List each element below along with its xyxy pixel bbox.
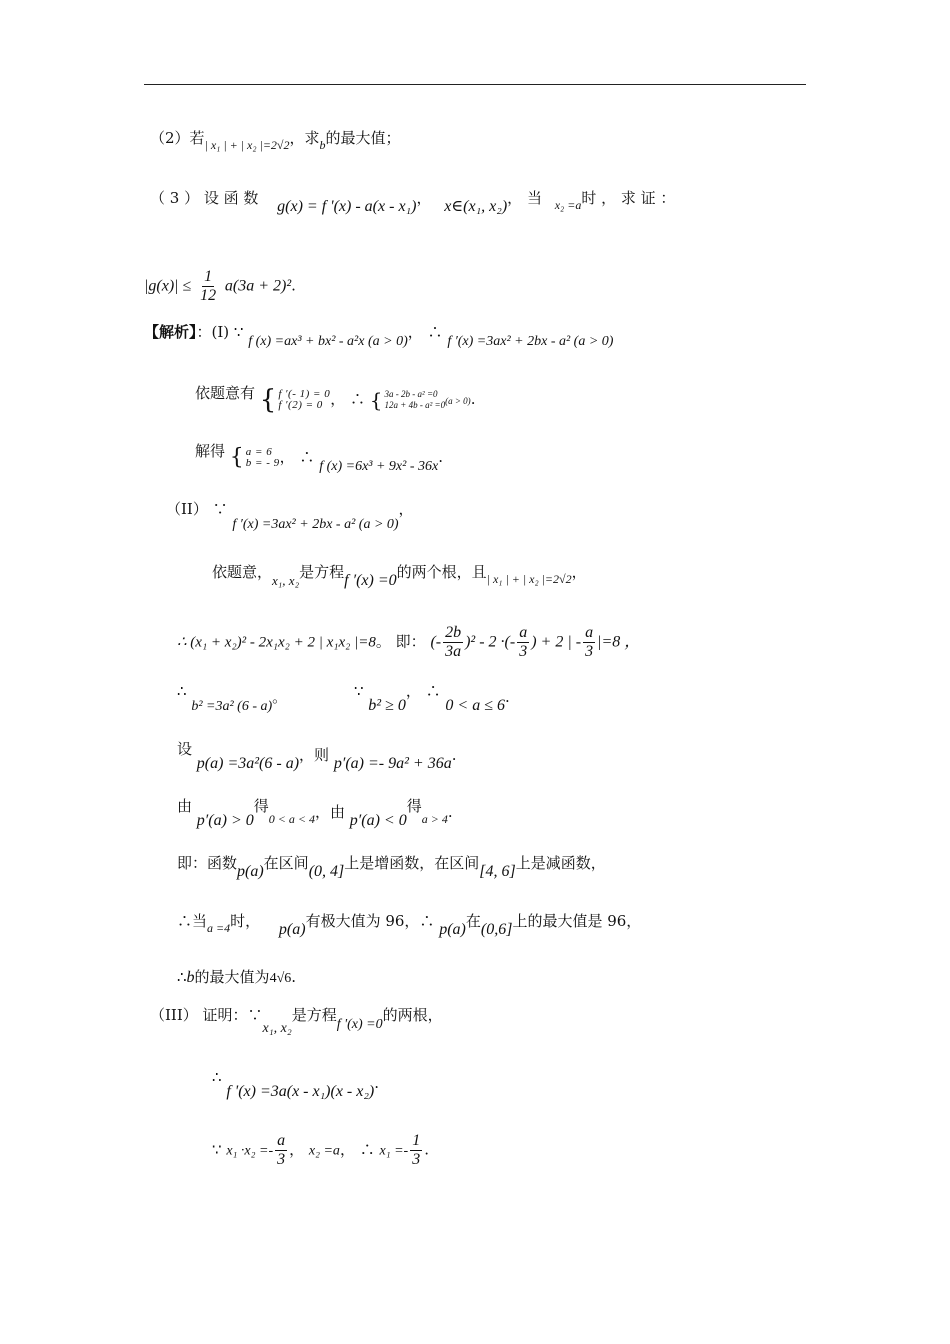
ii-text: 。 [272, 688, 288, 706]
solution-ii-line-2 [177, 624, 640, 661]
fraction-numerator: 2b [445, 624, 462, 641]
solution-i-condition-line [195, 382, 476, 415]
fraction-1-3 [410, 1132, 422, 1169]
ii-text: . [451, 746, 457, 764]
result-therefore: ， ∴ [279, 448, 315, 466]
system-row: b = - 9 [245, 457, 280, 469]
iii-text: . [424, 1140, 429, 1159]
ii-expr: 4√6 [269, 971, 292, 986]
ii-text: 依题意， [212, 563, 273, 581]
condition-therefore: ， ∴ [330, 390, 365, 408]
fraction-numerator: 1 [204, 268, 213, 285]
part-3-tail: 时 ， 求 证 ： [581, 189, 676, 207]
fraction-numerator: a [519, 624, 528, 641]
ii-text: ∴ [177, 968, 187, 986]
iii-text: . [374, 1074, 380, 1092]
iii-expr: f '(x) =3a(x - x₁)(x - x₂) [226, 1083, 375, 1100]
part-2-condition: | x₁ | + | x₂ |=2√2 [204, 138, 290, 152]
brace-icon: { [259, 385, 277, 415]
part-3-domain: x∈(x₁, x₂) [444, 198, 508, 215]
result-system [230, 447, 280, 469]
iii-roots: x₁, x₂ [262, 1021, 292, 1036]
part-2-label: （2）若 [150, 129, 205, 147]
solution-i-derivative: f ′(x) =3ax² + 2bx - a² (a > 0) [447, 334, 614, 349]
ii-text: 即：函数 [177, 854, 238, 872]
condition-tail: (a > 0) [445, 396, 471, 406]
solution-heading: 【解析】 [144, 323, 197, 341]
result-label: 解得 [195, 442, 226, 460]
ii-expr: [4, 6] [479, 863, 516, 880]
fraction-numerator: a [585, 624, 594, 641]
condition-label: 依题意有 [195, 384, 256, 402]
solution-i-line [144, 321, 613, 353]
solution-ii-line-1 [212, 561, 587, 592]
ii-equation: f ′(x) =0 [344, 572, 397, 589]
part-2-tail: 的最大值； [325, 129, 401, 147]
ii-text: 得 [253, 797, 269, 815]
ii-text: 上的最大值是 96， [512, 912, 642, 930]
ii-text: . [505, 688, 510, 706]
part-3-when: ， 当 [507, 189, 542, 207]
ii-expr: p(a) [278, 921, 306, 938]
ii-identity: ∴ (x₁ + x₂)² - 2x₁x₂ + 2 | x₁x₂ |=8 [177, 634, 376, 651]
system-row: f ′(2) = 0 [278, 399, 323, 411]
iii-text: ∵ [212, 1140, 222, 1159]
ii-text: 。 即： [375, 632, 426, 651]
ii-text: 设 [177, 740, 193, 758]
part-3-inequality [144, 268, 296, 305]
ii-text: ， ∴ [405, 682, 441, 700]
ii-text: ，则 [299, 746, 330, 764]
ii-text: ∴ [177, 682, 187, 700]
ii-expr: p(a) =3a²(6 - a) [196, 755, 300, 772]
solution-i-therefore: ， ∴ [407, 323, 443, 341]
iii-expr: x₂ =a [308, 1143, 340, 1159]
ii-expr: )² - 2 ·(- [465, 633, 516, 651]
solution-iii-label: （III） 证明：∵ [150, 1006, 263, 1024]
header-rule [144, 84, 806, 85]
solution-i-result-line [195, 440, 443, 478]
brace-icon: { [229, 445, 244, 470]
fraction-denominator: 12 [200, 287, 217, 304]
iii-text: 是方程 [291, 1006, 337, 1024]
system-row: 3a - 2b - a² =0 [384, 389, 438, 399]
ii-text: ，由 [314, 803, 345, 821]
part-3-line [150, 187, 675, 218]
iii-expr: x₁ ·x₂ =- [226, 1143, 274, 1159]
ii-expr: a =4 [207, 921, 231, 935]
solution-ii-line-8 [177, 966, 296, 990]
ii-text: 上是减函数， [515, 854, 606, 872]
part-3-condition: x₂ =a [554, 198, 582, 212]
ii-expr: p(a) [439, 921, 466, 938]
condition-end: . [470, 390, 476, 408]
ii-text: 上是增函数，在区间 [344, 854, 480, 872]
iii-equation: f '(x) =0 [336, 1017, 383, 1032]
solution-ii-end: ， [398, 500, 414, 518]
ii-expr: 0 < a ≤ 6 [445, 697, 505, 714]
ii-expr: p(a) [237, 863, 264, 880]
solution-i-function: f (x) =ax³ + bx² - a²x (a > 0) [248, 334, 408, 349]
solution-ii-line-7 [177, 910, 641, 941]
inequality-end: . [291, 276, 296, 295]
ii-text: 是方程 [299, 563, 345, 581]
system-row: f ′(- 1) = 0 [278, 388, 331, 400]
ii-expr: b² =3a² (6 - a) [191, 699, 273, 714]
solution-iii-line-2 [212, 1066, 379, 1103]
fraction-numerator: a [277, 1132, 286, 1149]
fraction-1-12 [198, 268, 218, 305]
part-2-line [150, 127, 401, 156]
solution-i-label: ：(I) ∵ [196, 323, 244, 341]
ii-expr: a > 4 [421, 812, 448, 826]
ii-expr: (- [430, 633, 442, 651]
part-3-label: （ 3 ） 设 函 数 [150, 189, 259, 207]
ii-condition: | x₁ | + | x₂ |=2√2 [486, 572, 572, 586]
ii-text: 有极大值为 96，∴ [305, 912, 435, 930]
iii-text: ， ∴ [339, 1140, 375, 1159]
fraction-a-3 [583, 624, 595, 661]
system-row: a = 6 [245, 446, 273, 458]
solution-ii-line-3 [177, 680, 510, 718]
ii-text: ∴当 [177, 912, 208, 930]
inequality-right: a(3a + 2)² [224, 277, 292, 295]
fraction-a-3 [517, 624, 529, 661]
solution-ii-line-6 [177, 852, 606, 883]
ii-expr: ) + 2 | - [531, 633, 582, 651]
solution-iii-line-3 [212, 1132, 429, 1169]
solution-iii-line [150, 1004, 443, 1040]
ii-expr: b [186, 969, 195, 986]
ii-expr: b² ≥ 0 [368, 697, 406, 714]
part-2-text: ，求 [289, 129, 320, 147]
fraction-2b-3a [443, 624, 463, 661]
ii-expr: p′(a) > 0 [196, 812, 254, 829]
solution-ii-label: （II） ∵ [166, 500, 228, 518]
fraction-denominator: 3 [412, 1151, 421, 1168]
iii-text: ， [289, 1140, 305, 1159]
iii-text: ∴ [212, 1068, 222, 1086]
brace-icon: { [369, 388, 383, 412]
ii-roots: x₁, x₂ [272, 573, 300, 588]
ii-expr: |=8 ， [597, 633, 641, 651]
result-function: f (x) =6x³ + 9x² - 36x [319, 459, 439, 474]
system-row: 12a + 4b - a² =0 [384, 400, 446, 410]
part-3-comma: ， [416, 189, 432, 207]
ii-text: 的两个根，且 [396, 563, 487, 581]
ii-text: . [447, 803, 453, 821]
ii-text: 在区间 [263, 854, 309, 872]
ii-expr: (0,6] [480, 921, 513, 938]
ii-text: 在 [465, 912, 481, 930]
solution-ii-line [166, 498, 414, 536]
iii-expr: x₁ =- [379, 1143, 409, 1159]
solution-ii-line-4 [177, 738, 456, 775]
ii-expr: (0, 4] [308, 863, 345, 880]
ii-text: . [291, 968, 297, 986]
fraction-a-3 [275, 1132, 287, 1169]
part-2-variable: b [319, 138, 326, 152]
solution-ii-line-5 [177, 795, 453, 832]
ii-text: ， [571, 563, 587, 581]
ii-text: 得 [406, 797, 422, 815]
ii-text: 由 [177, 797, 193, 815]
solution-ii-derivative: f ′(x) =3ax² + 2bx - a² (a > 0) [232, 517, 399, 532]
condition-system-2 [370, 389, 445, 411]
part-3-function: g(x) = f '(x) - a(x - x₁) [277, 198, 417, 215]
ii-expr: 0 < a < 4 [268, 812, 315, 826]
condition-system [259, 385, 331, 415]
ii-text: 的最大值为 [194, 968, 270, 986]
fraction-denominator: 3 [585, 643, 594, 660]
ii-expr: p′(a) < 0 [349, 812, 407, 829]
iii-text: 的两根， [382, 1006, 443, 1024]
fraction-denominator: 3 [519, 643, 528, 660]
inequality-left: |g(x)| ≤ [144, 277, 192, 295]
fraction-denominator: 3 [277, 1151, 286, 1168]
result-end: . [438, 448, 444, 466]
ii-text: ∵ [353, 682, 364, 700]
ii-expr: p′(a) =- 9a² + 36a [333, 755, 452, 772]
fraction-denominator: 3a [445, 643, 462, 660]
fraction-numerator: 1 [412, 1132, 421, 1149]
ii-text: 时， [230, 912, 261, 930]
